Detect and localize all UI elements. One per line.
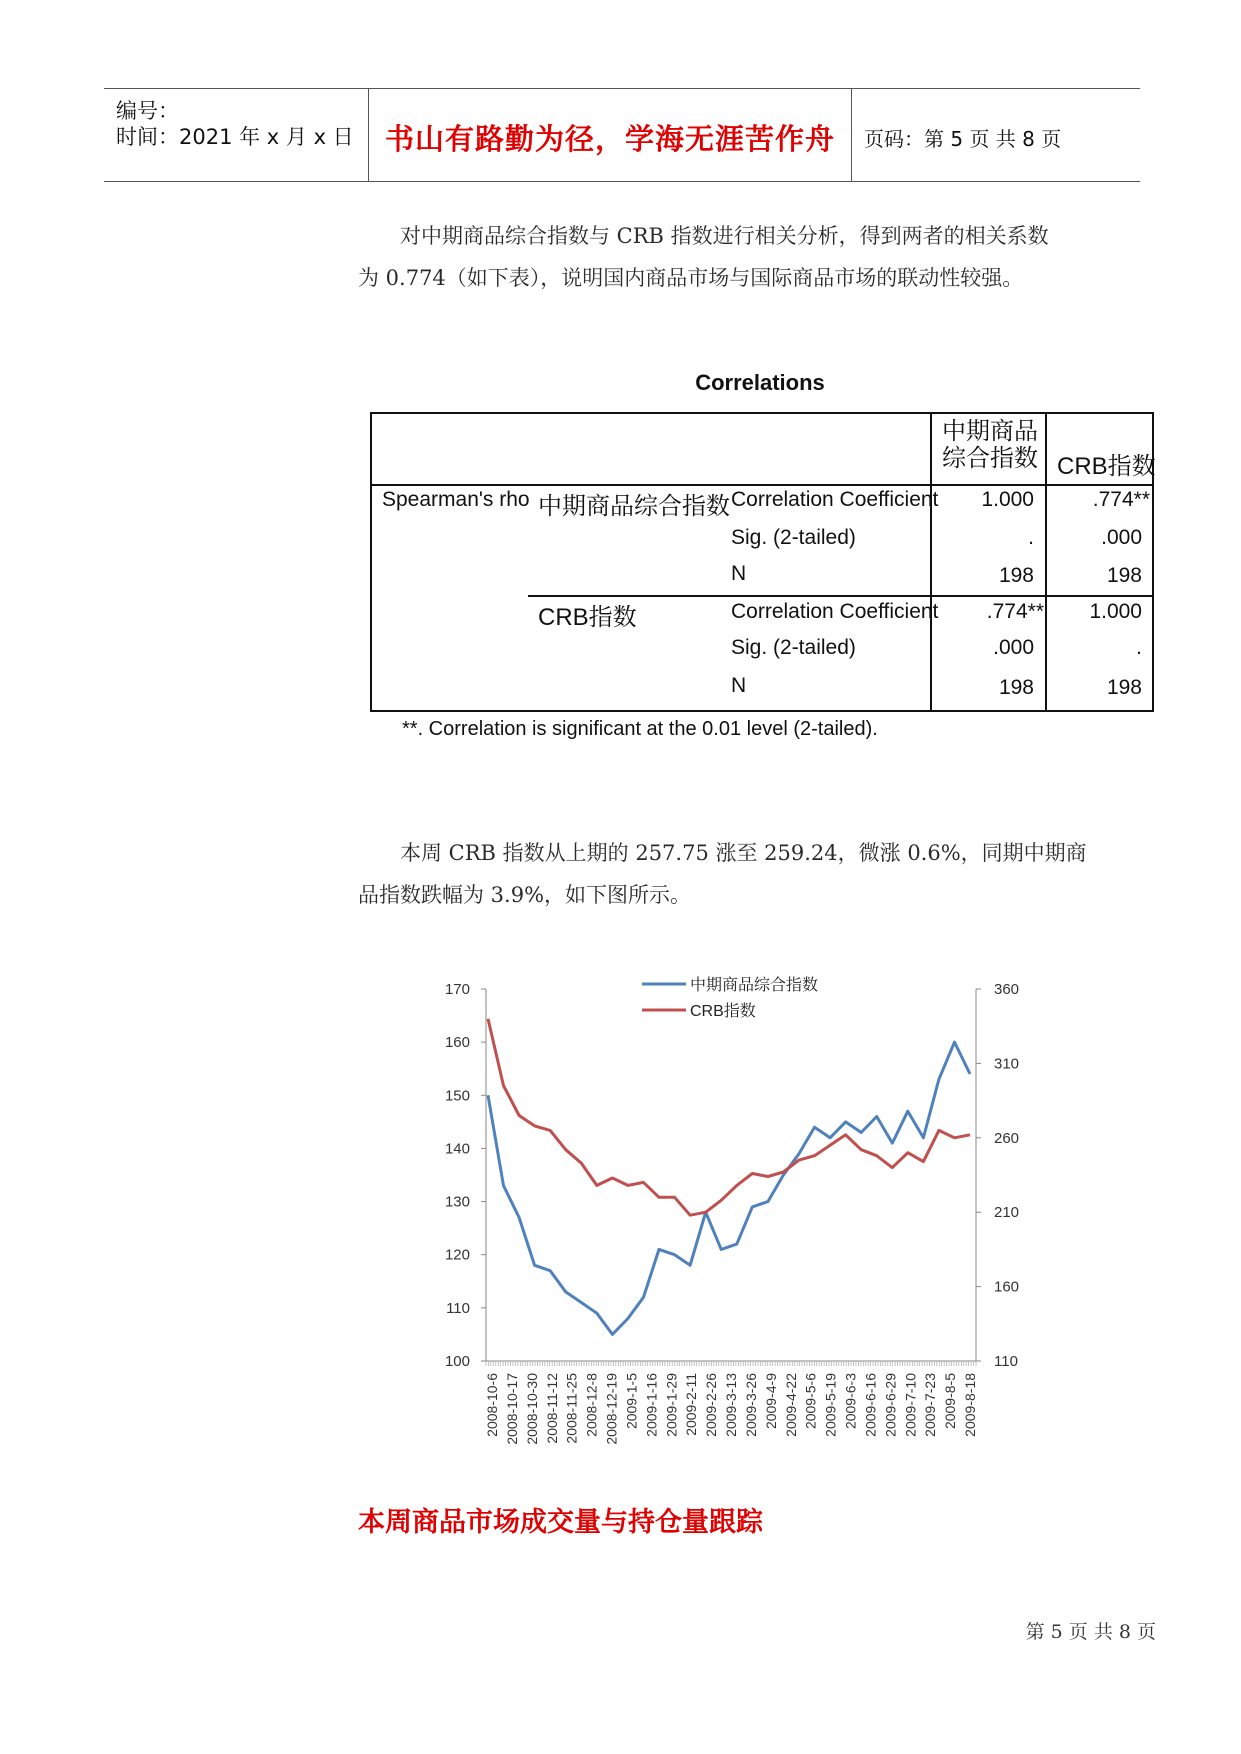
series-line — [488, 1019, 970, 1215]
table-divider — [1045, 414, 1047, 710]
cell-value: .000 — [1101, 526, 1142, 549]
y-left-tick-label: 120 — [444, 1246, 470, 1264]
paragraph-weekly-change — [358, 832, 1158, 916]
chart-series — [488, 1019, 970, 1335]
x-tick-label: 2009-6-16 — [862, 1373, 879, 1437]
table-divider — [930, 414, 932, 710]
legend-label: 中期商品综合指数 — [690, 977, 819, 994]
column-header-index-b: 综合指数 — [942, 445, 1038, 472]
chart-axes — [445, 981, 1019, 1445]
column-header-index-a: 中期商品 — [942, 418, 1038, 445]
stat-label: N — [731, 562, 747, 585]
x-tick-label: 2008-11-12 — [543, 1373, 560, 1444]
x-tick-label: 2009-8-18 — [962, 1373, 978, 1437]
x-tick-label: 2009-3-26 — [742, 1373, 759, 1437]
x-tick-label: 2008-10-17 — [503, 1373, 520, 1445]
stat-label: Sig. (2-tailed) — [731, 636, 856, 659]
paragraph-correlation — [358, 215, 1158, 299]
row-var-crb: CRB指数 — [538, 604, 637, 631]
index-line-chart — [420, 960, 1020, 1460]
section-heading: 本周商品市场成交量与持仓量跟踪 — [358, 1507, 763, 1538]
header-motto-cell — [369, 89, 852, 181]
page-footer: 第 5 页 共 8 页 — [1025, 1621, 1156, 1643]
y-left-tick-label: 140 — [444, 1140, 470, 1158]
x-tick-label: 2008-10-30 — [523, 1373, 540, 1445]
y-left-tick-label: 100 — [444, 1353, 470, 1370]
page-header — [104, 88, 1140, 182]
correlations-title: Correlations — [695, 370, 825, 395]
y-left-tick-label: 170 — [444, 981, 470, 998]
y-left-tick-label: 150 — [444, 1087, 470, 1105]
significance-note: **. Correlation is significant at the 0.01 level (2-tailed). — [402, 718, 878, 740]
chart-legend — [642, 976, 818, 1020]
y-right-tick-label: 110 — [994, 1353, 1018, 1370]
column-header-crb: CRB指数 — [1057, 453, 1156, 480]
x-tick-label: 2008-11-25 — [563, 1373, 580, 1444]
x-tick-label: 2009-8-5 — [942, 1373, 959, 1430]
header-page-cell — [852, 89, 1140, 181]
stat-label: Correlation Coefficient — [731, 488, 939, 511]
x-tick-label: 2009-1-5 — [623, 1373, 640, 1430]
correlations-table — [370, 412, 1154, 712]
x-tick-label: 2008-12-8 — [583, 1373, 600, 1437]
paragraph-line: 品指数跌幅为 3.9%，如下图所示。 — [358, 883, 692, 907]
y-left-tick-label: 130 — [444, 1193, 470, 1211]
header-page-number: 页码：第 5 页 共 8 页 — [864, 127, 1062, 151]
x-tick-label: 2008-10-6 — [484, 1373, 500, 1437]
header-motto: 书山有路勤为径，学海无涯苦作舟 — [384, 122, 835, 156]
stat-label: N — [731, 674, 747, 697]
x-tick-label: 2009-1-16 — [643, 1373, 660, 1437]
x-tick-label: 2009-1-29 — [663, 1373, 680, 1437]
cell-value: .000 — [993, 636, 1034, 659]
doc-code-label: 编号： — [116, 99, 179, 123]
x-tick-label: 2009-2-11 — [683, 1373, 700, 1436]
x-tick-label: 2009-6-3 — [842, 1373, 859, 1430]
x-tick-label: 2009-2-26 — [703, 1373, 720, 1437]
cell-value: 198 — [998, 564, 1034, 587]
cell-value: . — [1136, 636, 1142, 659]
x-tick-label: 2009-4-22 — [782, 1373, 799, 1437]
paragraph-line: 本周 CRB 指数从上期的 257.75 涨至 259.24，微涨 0.6%，同期中期商 — [400, 841, 1087, 865]
header-meta-cell — [104, 89, 369, 181]
legend-label: CRB指数 — [690, 1003, 756, 1020]
y-left-tick-label: 160 — [444, 1034, 470, 1052]
cell-value: 198 — [1106, 676, 1142, 699]
stat-label: Correlation Coefficient — [731, 600, 939, 623]
cell-value: 1.000 — [1089, 600, 1142, 623]
method-label: Spearman's rho — [382, 488, 530, 511]
x-tick-label: 2009-4-9 — [762, 1373, 779, 1430]
cell-value: .774** — [986, 600, 1044, 623]
cell-value: 198 — [1106, 564, 1142, 587]
stat-label: Sig. (2-tailed) — [731, 526, 856, 549]
x-tick-label: 2009-3-13 — [723, 1373, 739, 1437]
x-tick-label: 2009-6-29 — [882, 1373, 899, 1437]
cell-value: .774** — [1092, 488, 1150, 511]
y-right-tick-label: 160 — [994, 1278, 1020, 1296]
x-tick-label: 2009-5-6 — [802, 1373, 819, 1430]
y-right-tick-label: 360 — [994, 981, 1020, 998]
table-divider — [372, 484, 1152, 486]
series-line — [488, 1042, 970, 1334]
x-tick-label: 2009-7-10 — [902, 1373, 919, 1437]
y-left-tick-label: 110 — [446, 1299, 470, 1317]
paragraph-line: 为 0.774（如下表），说明国内商品市场与国际商品市场的联动性较强。 — [358, 266, 1024, 290]
paragraph-line: 对中期商品综合指数与 CRB 指数进行相关分析，得到两者的相关系数 — [400, 224, 1049, 248]
y-right-tick-label: 260 — [994, 1129, 1020, 1147]
y-right-tick-label: 210 — [994, 1204, 1020, 1222]
cell-value: . — [1028, 526, 1034, 549]
cell-value: 198 — [998, 676, 1034, 699]
y-right-tick-label: 310 — [994, 1055, 1020, 1073]
x-tick-label: 2009-5-19 — [822, 1373, 839, 1437]
x-tick-label: 2009-7-23 — [922, 1373, 939, 1437]
x-tick-label: 2008-12-19 — [603, 1373, 620, 1445]
doc-time-label: 时间：2021 年 x 月 x 日 — [116, 125, 354, 149]
cell-value: 1.000 — [981, 488, 1034, 511]
row-var-index: 中期商品综合指数 — [538, 493, 730, 520]
